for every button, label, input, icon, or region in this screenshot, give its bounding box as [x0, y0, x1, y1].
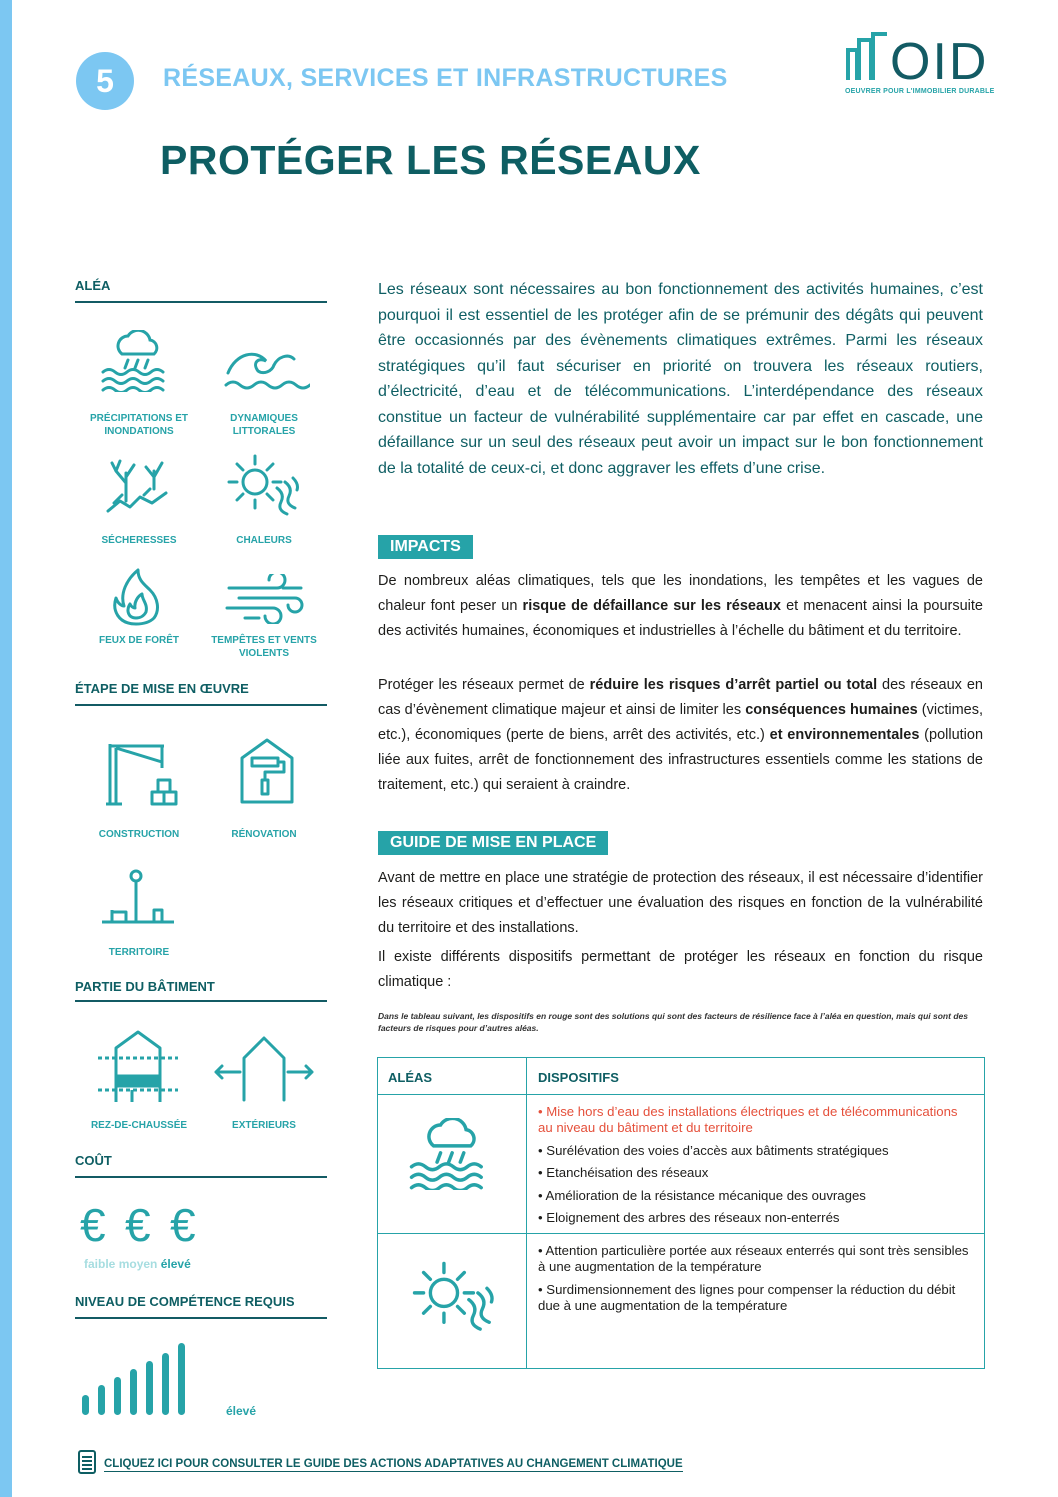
fire-icon [108, 566, 164, 628]
table-note: Dans le tableau suivant, les dispositifs en rouge sont des solutions qui sont des facteurs de résilience face à l’aléa en question, mais qui sont des facteurs de risques pour d’autres aléas. [378, 1011, 968, 1033]
alea-label-feux: FEUX DE FORÊT [98, 635, 179, 646]
etape-label-renovation: RÉNOVATION [231, 829, 297, 840]
cost-level-mid: moyen [118, 1257, 158, 1271]
cost-level-low: faible [84, 1257, 116, 1271]
dispositifs-list-inondations [538, 1104, 973, 1233]
table-header-aleas: ALÉAS [388, 1070, 433, 1085]
guide-link[interactable]: CLIQUEZ ICI POUR CONSULTER LE GUIDE DES ACTIONS ADAPTATIVES AU CHANGEMENT CLIMATIQUE [104, 1458, 683, 1470]
exterior-icon [212, 1034, 316, 1102]
alea-label-tempetes: TEMPÊTES ET VENTS VIOLENTS [211, 635, 317, 659]
list-item: • Amélioration de la résistance mécanique des ouvrages [538, 1187, 866, 1203]
page-title: PROTÉGER LES RÉSEAUX [160, 137, 701, 183]
competence-level-label: élevé [226, 1404, 257, 1418]
competence-bar [130, 1369, 137, 1415]
impacts-heading: IMPACTS [378, 535, 473, 559]
partie-rule [75, 1000, 327, 1002]
intro-paragraph: Les réseaux sont nécessaires au bon fonctionnement des activités humaines, c’est pourquoi il est essentiel de les protéger afin de se prémunir des dégâts qui peuvent être occasionnés par des évènements climatiques extrêmes. Parmi les réseaux stratégiques qu’il faut sécuriser en priorité on trouvera les réseaux routiers, d’électricité, d’eau et de télécommunications. L’interdépendance des réseaux constitue un facteur de vulnérabilité supplémentaire car par effet en cascade, une défaillance sur un seul des réseaux peut avoir un impact sur le bon fonctionnement de la totalité de ceux-ci, et donc aggraver les effets d’une crise. [378, 281, 983, 477]
cout-heading: COÛT [75, 1153, 112, 1168]
table-header-dispositifs: DISPOSITIFS [538, 1070, 619, 1085]
oid-logo-icon [845, 32, 891, 82]
dispositifs-table [377, 1057, 985, 1369]
guide-paragraph-2: Il existe différents dispositifs permettant de protéger les réseaux en fonction du risque climatique : [378, 949, 983, 990]
etape-rule [75, 704, 327, 706]
street-lamp-icon [100, 866, 178, 926]
chapter-number-badge: 5 [76, 52, 134, 110]
competence-bar [98, 1385, 105, 1415]
cost-euro-2: € [125, 1199, 151, 1251]
alea-label-precipitations: PRÉCIPITATIONS ET INONDATIONS [90, 413, 188, 437]
rain-flood-icon [100, 330, 174, 392]
dispositifs-list-chaleurs [538, 1243, 973, 1320]
guide-heading: GUIDE DE MISE EN PLACE [378, 831, 608, 855]
partie-heading: PARTIE DU BÂTIMENT [75, 979, 215, 994]
drought-icon [104, 455, 172, 515]
guide-paragraph-1: Avant de mettre en place une stratégie de protection des réseaux, il est nécessaire d’identifier les réseaux critiques et d’effectuer une évaluation des risques en fonction de la vulnérabilité du territoire et des installations. [378, 870, 983, 936]
wind-icon [225, 574, 309, 624]
crane-icon [104, 740, 184, 806]
competence-bar [114, 1377, 121, 1415]
document-icon [78, 1450, 96, 1474]
table-header-row [378, 1058, 984, 1095]
etape-label-territoire: TERRITOIRE [108, 947, 170, 958]
list-item: • Etanchéisation des réseaux [538, 1165, 709, 1180]
alea-label-chaleurs: CHALEURS [236, 535, 292, 546]
rain-flood-icon [408, 1118, 494, 1190]
alea-label-secheresses: SÉCHERESSES [101, 535, 177, 546]
list-item: • Surélévation des voies d’accès aux bâtiments stratégiques [538, 1142, 889, 1158]
impacts-paragraph-2: Protéger les réseaux permet de réduire les risques d’arrêt partiel ou total des réseaux en cas d’évènement climatique majeur et ainsi de limiter les conséquences humaines (victimes, etc.), économiques (perte de biens, arrêt des activités, etc.) et environnementales (pollution liée aux fuites, arrêt de fonctionnement des infrastructures essentiels comme les stations de traitement, etc.) qui seraient à craindre. [378, 677, 984, 793]
cost-level-high: élevé [160, 1257, 191, 1271]
cost-euro-1: € [80, 1199, 106, 1251]
alea-rule [75, 301, 327, 303]
list-item: • Surdimensionnement des lignes pour compenser la réduction du débit due à une augmentation de la température [538, 1281, 956, 1313]
left-accent-bar [0, 0, 12, 1497]
logo-tagline: OEUVRER POUR L'IMMOBILIER DURABLE [845, 88, 995, 95]
cost-scale [84, 1257, 191, 1271]
competence-bar [178, 1343, 185, 1415]
partie-label-exterieurs: EXTÉRIEURS [232, 1120, 296, 1131]
table-row-divider [378, 1233, 984, 1234]
partie-label-rdc: REZ-DE-CHAUSSÉE [90, 1120, 188, 1131]
wave-icon [222, 343, 310, 391]
paint-roller-house-icon [238, 736, 296, 806]
competence-bar [146, 1361, 153, 1415]
logo-wordmark: OID [890, 33, 989, 91]
competence-heading: NIVEAU DE COMPÉTENCE REQUIS [75, 1294, 295, 1309]
competence-rule [75, 1317, 327, 1319]
chapter-title: RÉSEAUX, SERVICES ET INFRASTRUCTURES [163, 64, 728, 92]
cost-euro-3: € [170, 1199, 196, 1251]
etape-heading: ÉTAPE DE MISE EN ŒUVRE [75, 681, 249, 696]
alea-heading: ALÉA [75, 278, 111, 293]
ground-floor-icon [96, 1028, 180, 1104]
impacts-paragraph-1: De nombreux aléas climatiques, tels que les inondations, les tempêtes et les vagues de chaleur font peser un risque de défaillance sur les réseaux et menacent ainsi la poursuite des activités humaines, économiques et industrielles à l’échelle du bâtiment et du territoire. [378, 573, 983, 639]
table-column-divider [526, 1058, 527, 1368]
list-item: • Mise hors d’eau des installations électriques et de télécommunications au niveau du bâtiment et du territoire [538, 1104, 958, 1135]
alea-label-littorales: DYNAMIQUES LITTORALES [230, 413, 298, 437]
list-item: • Eloignement des arbres des réseaux non-enterrés [538, 1210, 840, 1225]
heat-icon [225, 450, 301, 516]
heat-icon [410, 1256, 496, 1332]
competence-bar [82, 1395, 89, 1415]
competence-bar [162, 1353, 169, 1415]
competence-bars [82, 1340, 202, 1415]
list-item: • Attention particulière portée aux réseaux enterrés qui sont très sensibles à une augmentation de la température [538, 1243, 969, 1274]
etape-label-construction: CONSTRUCTION [98, 829, 180, 840]
cout-rule [75, 1176, 327, 1178]
